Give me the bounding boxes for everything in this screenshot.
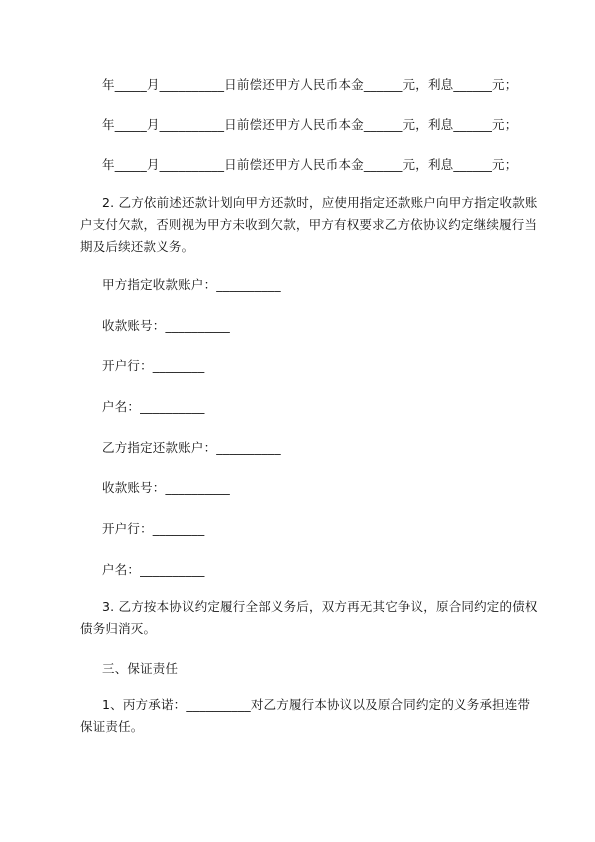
party-a-account-name: 户名：__________ (102, 399, 205, 414)
party-b-account-heading: 乙方指定还款账户：__________ (102, 440, 281, 455)
party-b-account-number: 收款账号：__________ (102, 480, 231, 495)
party-b-account-name: 户名：__________ (102, 562, 205, 577)
guarantee-clause-1: 1、丙方承诺：__________对乙方履行本协议以及原合同约定的义务承担连带保证责任。 (80, 697, 531, 734)
repayment-line-2: 年_____月__________日前偿还甲方人民币本金______元，利息______元； (102, 117, 518, 132)
repayment-line-3: 年_____月__________日前偿还甲方人民币本金______元，利息______元； (102, 157, 518, 172)
clause-3-paragraph: 3. 乙方按本协议约定履行全部义务后，双方再无其它争议，原合同约定的债权债务归消灭。 (80, 599, 538, 636)
clause-2-paragraph: 2. 乙方依前述还款计划向甲方还款时，应使用指定还款账户向甲方指定收款账户支付欠款，否则视为甲方未收到欠款，甲方有权要求乙方依协议约定继续履行当期及后续还款义务。 (80, 195, 538, 254)
party-a-account-number: 收款账号：__________ (102, 318, 231, 333)
party-a-bank: 开户行：________ (102, 358, 205, 373)
repayment-line-1: 年_____月__________日前偿还甲方人民币本金______元，利息______元； (102, 77, 518, 92)
party-a-account-heading: 甲方指定收款账户：__________ (102, 277, 281, 292)
section-3-title: 三、保证责任 (102, 661, 179, 676)
party-b-bank: 开户行：________ (102, 521, 205, 536)
